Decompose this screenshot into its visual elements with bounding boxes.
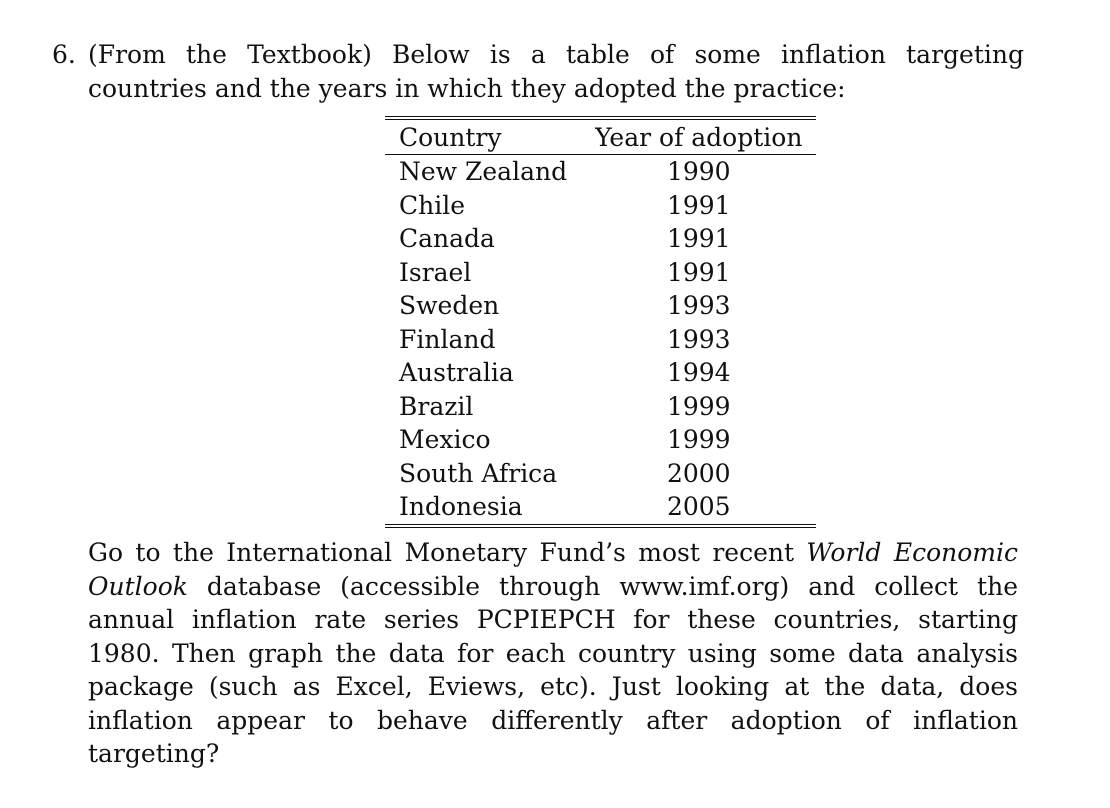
problem-number: 6. <box>52 40 76 69</box>
table-row <box>385 155 816 189</box>
country-cell: Chile <box>399 190 466 220</box>
country-cell: Sweden <box>399 291 500 321</box>
table-row <box>385 289 816 323</box>
year-cell: 1999 <box>666 391 731 421</box>
year-cell: 2005 <box>666 492 731 522</box>
country-cell: Indonesia <box>399 492 523 522</box>
followup-paragraph <box>88 536 1018 771</box>
country-cell: Brazil <box>399 391 474 421</box>
year-cell: 1991 <box>666 190 731 220</box>
adoption-table <box>385 116 816 528</box>
country-cell: Canada <box>399 224 495 254</box>
table-row <box>385 356 816 390</box>
adoption-table-container <box>385 116 803 528</box>
table-row <box>385 457 816 491</box>
country-cell: New Zealand <box>399 157 568 187</box>
country-cell: Israel <box>399 257 472 287</box>
table-row <box>385 390 816 424</box>
table-row <box>385 222 816 256</box>
header-country: Country <box>385 118 581 155</box>
country-cell: Finland <box>399 324 496 354</box>
year-cell: 1990 <box>666 157 731 187</box>
year-cell: 1993 <box>666 291 731 321</box>
year-cell: 1993 <box>666 324 731 354</box>
problem-intro <box>52 38 1024 105</box>
publication-title: World Economic Outlook <box>88 538 1018 601</box>
table-row <box>385 256 816 290</box>
followup-text-after: database (accessible through www.imf.org) and collect the annual inflation rate series PCPIEPCH for these countries, starting 1980. Then graph the data for each country using some data analysis package (such as Excel, Eviews, etc). Just looking at the data, does inflation appear to behave differently after adoption of inflation targeting? <box>88 571 1018 768</box>
country-cell: Mexico <box>399 425 491 455</box>
country-cell: Australia <box>399 358 514 388</box>
year-cell: 2000 <box>666 458 731 488</box>
table-header-row <box>385 118 816 155</box>
table-row <box>385 323 816 357</box>
country-cell: South Africa <box>399 458 558 488</box>
table-row <box>385 189 816 223</box>
header-year: Year of adoption <box>581 118 816 155</box>
year-cell: 1991 <box>666 224 731 254</box>
followup-text-before: Go to the International Monetary Fund’s most recent <box>88 538 807 567</box>
year-cell: 1999 <box>666 425 731 455</box>
year-cell: 1994 <box>666 358 731 388</box>
table-row <box>385 423 816 457</box>
year-cell: 1991 <box>666 257 731 287</box>
problem-intro-text: (From the Textbook) Below is a table of some inflation targeting countries and the years in which they adopted the practice: <box>88 40 1024 103</box>
table-row <box>385 490 816 526</box>
